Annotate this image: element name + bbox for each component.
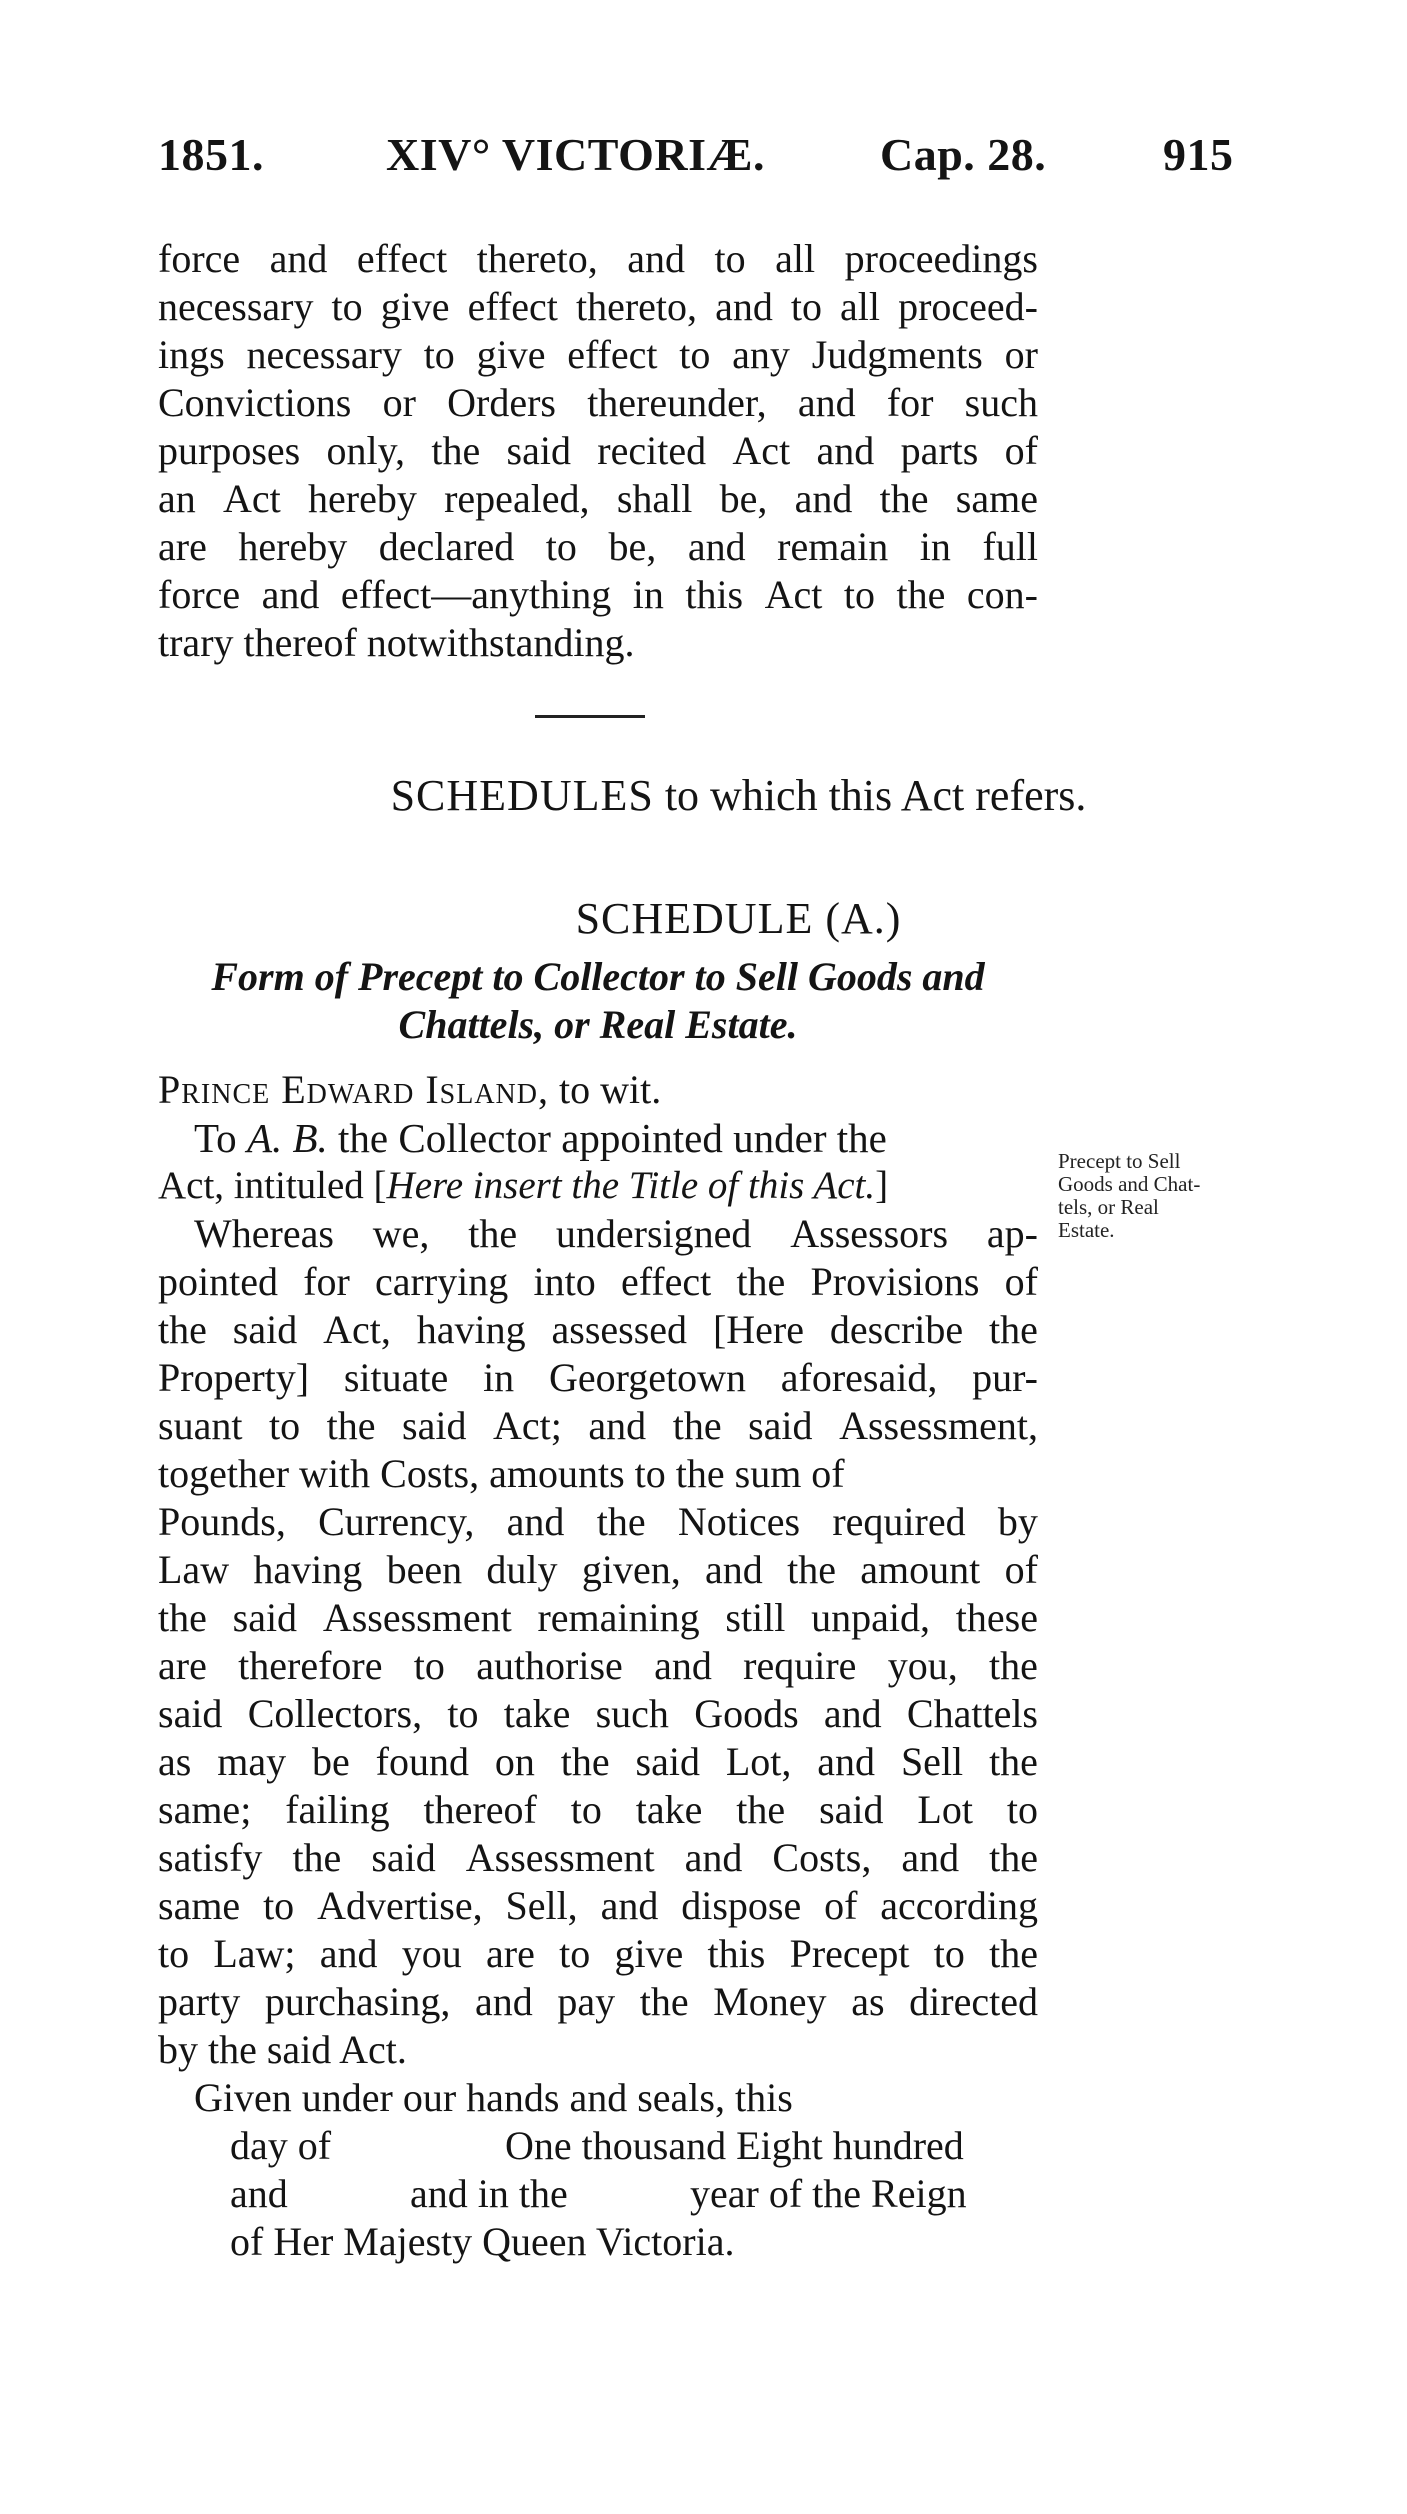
word: still xyxy=(725,1595,786,1640)
word: and xyxy=(506,1499,565,1544)
word: Law; xyxy=(213,1931,296,1976)
marginal-note xyxy=(1058,1150,1233,1242)
running-header xyxy=(158,128,1238,198)
act-suffix: ] xyxy=(875,1164,889,1207)
word: and xyxy=(715,284,773,329)
word: ings xyxy=(158,332,225,377)
text-line xyxy=(158,1834,1038,1882)
word: Orders xyxy=(447,380,556,425)
addressee-name: A. B. xyxy=(246,1115,328,1161)
word: and xyxy=(474,1979,533,2024)
text-line xyxy=(158,1306,1038,1354)
word: Sell, xyxy=(505,1883,578,1928)
word: Notices xyxy=(677,1499,801,1544)
word: purchasing, xyxy=(264,1979,451,2024)
word: and xyxy=(319,1931,378,1976)
word: to xyxy=(714,236,746,281)
word: remain xyxy=(777,524,889,569)
text-line xyxy=(158,283,1038,331)
marginal-note-line: Precept to Sell xyxy=(1058,1149,1181,1173)
text-line xyxy=(158,1978,1038,2026)
text-line xyxy=(158,379,1038,427)
word: proceedings xyxy=(844,236,1038,281)
word: the xyxy=(989,1931,1038,1976)
word: the xyxy=(158,1595,207,1640)
word: to xyxy=(158,1931,190,1976)
word: for xyxy=(303,1259,350,1304)
word: failing xyxy=(285,1787,390,1832)
word: to xyxy=(423,332,455,377)
word: Lot, xyxy=(725,1739,792,1784)
word: con- xyxy=(966,572,1038,617)
word: effect xyxy=(620,1259,712,1304)
date-line: of Her Majesty Queen Victoria. xyxy=(230,2219,735,2264)
word: require xyxy=(743,1643,857,1688)
page-number: 915 xyxy=(1163,129,1234,180)
date-field-and: and xyxy=(230,2171,288,2216)
word: give xyxy=(476,332,546,377)
word: Act, xyxy=(323,1307,391,1352)
text-line xyxy=(158,1786,1038,1834)
word: said xyxy=(748,1403,813,1448)
word: describe xyxy=(829,1307,964,1352)
word: undersigned xyxy=(555,1211,752,1256)
word: in xyxy=(483,1355,515,1400)
word: to xyxy=(263,1883,295,1928)
word: parts xyxy=(900,428,979,473)
text-line xyxy=(158,1546,1038,1594)
word: satisfy xyxy=(158,1835,263,1880)
venue-caps: Prince Edward Island, xyxy=(158,1067,549,1112)
word: be, xyxy=(719,476,768,521)
word: pointed xyxy=(158,1259,278,1304)
date-block xyxy=(158,2122,1038,2266)
word: declared xyxy=(378,524,515,569)
word: Property] xyxy=(158,1355,310,1400)
word: thereto, xyxy=(476,236,598,281)
word: the xyxy=(326,1403,376,1448)
section-divider xyxy=(535,715,645,718)
text-line xyxy=(158,427,1038,475)
word: the xyxy=(639,1979,689,2024)
date-field-year-words: One thousand Eight hundred xyxy=(505,2123,964,2168)
text-line xyxy=(158,1258,1038,1306)
word: [Here xyxy=(712,1307,804,1352)
word: or xyxy=(382,380,416,425)
word: and xyxy=(588,1403,647,1448)
word: to xyxy=(559,1931,591,1976)
word: Assessment xyxy=(322,1595,512,1640)
word: said xyxy=(232,1595,298,1640)
word: to xyxy=(790,284,822,329)
word: may xyxy=(217,1739,287,1784)
word: of xyxy=(1004,428,1038,473)
word: and xyxy=(684,1835,743,1880)
word: therefore xyxy=(238,1643,383,1688)
word: and xyxy=(705,1547,763,1592)
word: of xyxy=(1004,1547,1038,1592)
word: proceed- xyxy=(898,284,1038,329)
word: to xyxy=(1006,1787,1038,1832)
word: the xyxy=(879,476,929,521)
date-field-reign: and in the xyxy=(410,2171,568,2216)
word: assessed xyxy=(551,1307,688,1352)
word: to xyxy=(545,524,577,569)
word: or xyxy=(1004,332,1038,377)
word: Act; xyxy=(493,1403,562,1448)
word: purposes xyxy=(158,428,301,473)
word: carrying xyxy=(375,1259,509,1304)
word: and xyxy=(269,236,328,281)
word: and xyxy=(687,524,746,569)
word: the xyxy=(989,1307,1038,1352)
word: ap- xyxy=(986,1211,1038,1256)
word: Precept xyxy=(789,1931,910,1976)
word: Judgments xyxy=(811,332,983,377)
word: Assessment xyxy=(465,1835,655,1880)
word: authorise xyxy=(476,1643,623,1688)
text-line xyxy=(158,1690,1038,1738)
schedule-body xyxy=(158,1066,1038,2266)
word: and xyxy=(797,380,856,425)
word: force xyxy=(158,236,241,281)
word: as xyxy=(851,1979,885,2024)
act-prefix: Act, intituled [ xyxy=(158,1164,387,1207)
word: same; xyxy=(158,1787,252,1832)
word: be xyxy=(311,1739,350,1784)
word: to xyxy=(331,284,363,329)
word: you, xyxy=(887,1643,958,1688)
word: take xyxy=(503,1691,571,1736)
word: you xyxy=(401,1931,462,1976)
text-line: trary thereof notwithstanding. xyxy=(158,620,635,665)
date-field-day: day of xyxy=(230,2123,332,2168)
schedules-heading-caps: SCHEDULES xyxy=(390,771,654,820)
word: necessary xyxy=(246,332,402,377)
text-line xyxy=(158,1594,1038,1642)
word: the xyxy=(468,1211,518,1256)
word: found xyxy=(375,1739,469,1784)
word: according xyxy=(880,1883,1038,1928)
word: of xyxy=(824,1883,858,1928)
word: Pounds, xyxy=(158,1499,286,1544)
word: aforesaid, xyxy=(780,1355,938,1400)
word: give xyxy=(614,1931,684,1976)
header-year: 1851. xyxy=(158,129,264,180)
word: shall xyxy=(616,476,693,521)
word: remaining xyxy=(537,1595,700,1640)
word: we, xyxy=(372,1211,430,1256)
word: given, xyxy=(581,1547,681,1592)
word: said xyxy=(158,1691,223,1736)
text-line xyxy=(158,1930,1038,1978)
header-title: XIV° VICTORIÆ. xyxy=(386,129,765,180)
word: the xyxy=(989,1835,1038,1880)
word: repealed, xyxy=(444,476,590,521)
text-line xyxy=(158,475,1038,523)
text-line xyxy=(158,1402,1038,1450)
text-line xyxy=(158,331,1038,379)
word: by xyxy=(997,1499,1038,1544)
word: pay xyxy=(557,1979,616,2024)
word: and xyxy=(816,428,875,473)
word: the xyxy=(736,1787,786,1832)
word: been xyxy=(386,1547,463,1592)
form-title-line: Form of Precept to Collector to Sell Goods and xyxy=(211,954,985,999)
word: Law xyxy=(158,1547,230,1592)
word: to xyxy=(570,1787,602,1832)
form-title-line: Chattels, or Real Estate. xyxy=(398,1002,798,1047)
word: of xyxy=(1004,1259,1038,1304)
header-chapter: Cap. 28. xyxy=(880,129,1047,180)
word: the xyxy=(896,572,946,617)
marginal-note-line: tels, or Real xyxy=(1058,1195,1159,1219)
word: the xyxy=(787,1547,836,1592)
word: Provisions xyxy=(810,1259,980,1304)
word: Costs, xyxy=(772,1835,872,1880)
word: the xyxy=(672,1403,722,1448)
word: this xyxy=(685,572,744,617)
word: having xyxy=(416,1307,526,1352)
word: give xyxy=(380,284,450,329)
word: and xyxy=(817,1739,876,1784)
word: such xyxy=(964,380,1038,425)
word: effect—anything xyxy=(340,572,612,617)
word: same xyxy=(158,1883,241,1928)
word: said xyxy=(819,1787,884,1832)
word: the xyxy=(560,1739,610,1784)
word: full xyxy=(982,524,1038,569)
word: are xyxy=(158,524,207,569)
date-field-year-reign: year of the Reign xyxy=(690,2171,967,2216)
word: this xyxy=(707,1931,766,1976)
word: effect xyxy=(567,332,658,377)
word: the xyxy=(431,428,481,473)
date-line xyxy=(230,2122,1038,2170)
schedule-a-heading: SCHEDULE (A.) xyxy=(575,894,902,943)
word: to xyxy=(933,1931,965,1976)
word: the xyxy=(736,1259,786,1304)
word: said xyxy=(232,1307,298,1352)
text-line xyxy=(158,1354,1038,1402)
word: pur- xyxy=(972,1355,1038,1400)
form-title xyxy=(158,953,1038,1049)
word: and xyxy=(654,1643,712,1688)
word: as xyxy=(158,1739,192,1784)
word: to xyxy=(843,572,876,617)
word: Assessors xyxy=(790,1211,949,1256)
word: in xyxy=(919,524,951,569)
word: required xyxy=(832,1499,966,1544)
marginal-note-line: Goods and Chat- xyxy=(1058,1172,1201,1196)
word: the xyxy=(158,1307,207,1352)
text-line xyxy=(158,571,1038,619)
word: Sell xyxy=(900,1739,964,1784)
addressee-rest: the Collector appointed under the xyxy=(327,1115,887,1161)
word: are xyxy=(486,1931,535,1976)
word: these xyxy=(955,1595,1038,1640)
word: thereto, xyxy=(575,284,698,329)
word: to xyxy=(268,1403,301,1448)
word: same xyxy=(955,476,1038,521)
word: the xyxy=(989,1739,1038,1784)
word: Act xyxy=(223,476,281,521)
word: suant xyxy=(158,1403,243,1448)
word: and xyxy=(794,476,853,521)
word: Whereas xyxy=(194,1211,334,1256)
text-line xyxy=(158,235,1038,283)
word: Currency, xyxy=(318,1499,475,1544)
word: directed xyxy=(909,1979,1038,2024)
text-line xyxy=(158,523,1038,571)
schedules-heading-rest: to which this Act refers. xyxy=(653,771,1087,820)
word: and xyxy=(823,1691,882,1736)
word: duly xyxy=(486,1547,558,1592)
word: necessary xyxy=(158,284,314,329)
word: said xyxy=(371,1835,436,1880)
continuation-paragraph xyxy=(158,235,1038,667)
word: thereunder, xyxy=(587,380,767,425)
word: be, xyxy=(608,524,657,569)
word: Goods xyxy=(694,1691,799,1736)
word: recited xyxy=(597,428,707,473)
word: unpaid, xyxy=(811,1595,931,1640)
word: and xyxy=(901,1835,960,1880)
word: any xyxy=(732,332,790,377)
word: hereby xyxy=(238,524,348,569)
word: and xyxy=(261,572,320,617)
word: the xyxy=(989,1643,1038,1688)
word: Georgetown xyxy=(548,1355,746,1400)
given-line: Given under our hands and seals, this xyxy=(194,2075,793,2120)
text-line: together with Costs, amounts to the sum of xyxy=(158,1451,845,1496)
word: in xyxy=(632,572,664,617)
act-title-placeholder: Here insert the Title of this Act. xyxy=(386,1164,876,1207)
word: thereof xyxy=(423,1787,537,1832)
text-line xyxy=(158,1882,1038,1930)
word: such xyxy=(595,1691,669,1736)
word: into xyxy=(533,1259,596,1304)
date-line xyxy=(230,2170,1038,2218)
word: Advertise, xyxy=(317,1883,483,1928)
word: party xyxy=(158,1979,241,2024)
addressee-line xyxy=(158,1114,1038,1162)
word: said xyxy=(635,1739,700,1784)
word: Act xyxy=(732,428,791,473)
word: all xyxy=(840,284,881,329)
text-line xyxy=(158,1210,1038,1258)
word: on xyxy=(494,1739,535,1784)
venue-rest: to wit. xyxy=(549,1067,662,1112)
word: hereby xyxy=(308,476,417,521)
word: to xyxy=(679,332,711,377)
word: said xyxy=(402,1403,467,1448)
word: Act xyxy=(764,572,823,617)
word: to xyxy=(447,1691,479,1736)
act-title-line xyxy=(158,1162,1038,1210)
word: only, xyxy=(326,428,406,473)
word: Lot xyxy=(917,1787,973,1832)
word: Assessment, xyxy=(839,1403,1038,1448)
word: and xyxy=(600,1883,659,1928)
word: having xyxy=(253,1547,363,1592)
venue-line xyxy=(158,1066,1038,1114)
word: the xyxy=(292,1835,342,1880)
text-line xyxy=(158,1738,1038,1786)
text-line xyxy=(158,1642,1038,1690)
word: and xyxy=(627,236,686,281)
word: for xyxy=(886,380,934,425)
word: force xyxy=(158,572,241,617)
word: dispose xyxy=(681,1883,802,1928)
word: effect xyxy=(467,284,558,329)
text-line: by the said Act. xyxy=(158,2027,407,2072)
text-line xyxy=(158,1498,1038,1546)
word: to xyxy=(413,1643,445,1688)
word: Money xyxy=(713,1979,827,2024)
word: effect xyxy=(356,236,448,281)
word: the xyxy=(596,1499,646,1544)
word: Convictions xyxy=(158,380,352,425)
word: amount xyxy=(860,1547,981,1592)
addressee-prefix: To xyxy=(194,1115,247,1161)
word: take xyxy=(635,1787,703,1832)
marginal-note-line: Estate. xyxy=(1058,1218,1115,1242)
word: all xyxy=(775,236,816,281)
word: situate xyxy=(343,1355,449,1400)
word: are xyxy=(158,1643,207,1688)
word: an xyxy=(158,476,196,521)
word: Collectors, xyxy=(247,1691,423,1736)
word: Chattels xyxy=(906,1691,1038,1736)
schedules-heading xyxy=(0,770,1407,821)
word: said xyxy=(506,428,571,473)
